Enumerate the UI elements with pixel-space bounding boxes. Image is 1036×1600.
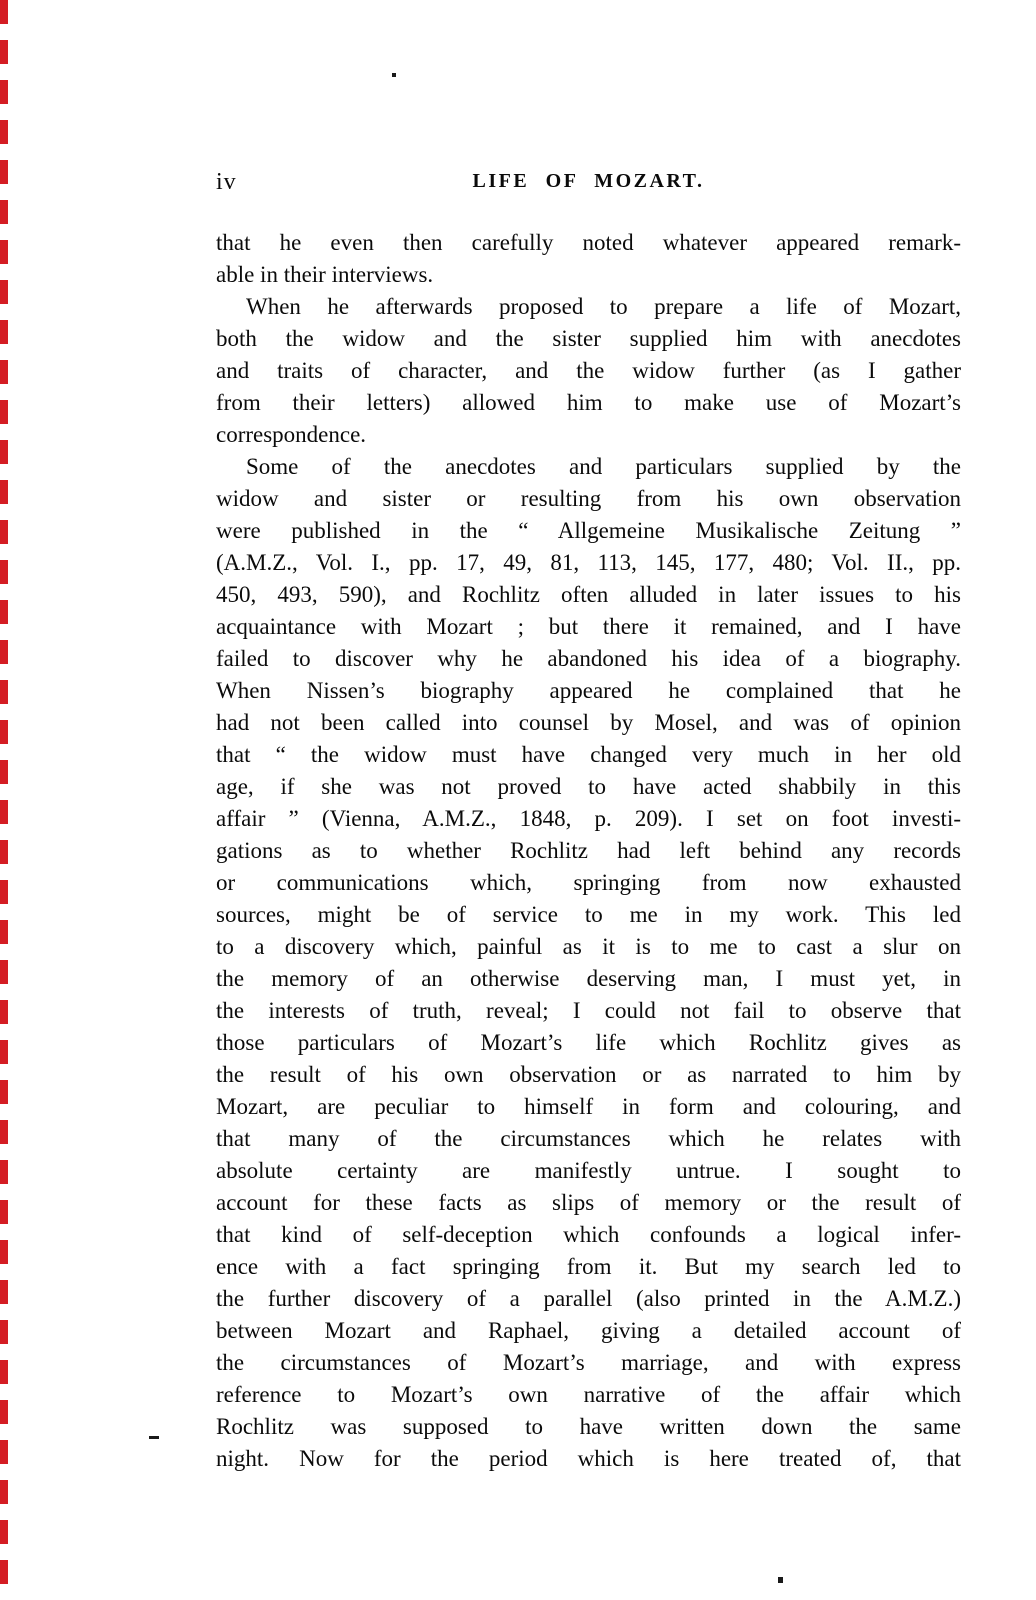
text-line: (A.M.Z., Vol. I., pp. 17, 49, 81, 113, 145, 177, 480; Vol. II., pp. — [216, 550, 961, 575]
text-line: from their letters) allowed him to make use of Mozart’s — [216, 390, 961, 415]
text-line: between Mozart and Raphael, giving a detailed account of — [216, 1318, 961, 1343]
text-line: Mozart, are peculiar to himself in form and colouring, and — [216, 1094, 961, 1119]
text-line: Rochlitz was supposed to have written down the same — [216, 1414, 961, 1439]
text-line: had not been called into counsel by Mosel, and was of opinion — [216, 710, 961, 735]
text-line: the memory of an otherwise deserving man, I must yet, in — [216, 966, 961, 991]
text-line: and traits of character, and the widow further (as I gather — [216, 358, 961, 383]
scan-speck — [392, 73, 396, 77]
text-line: sources, might be of service to me in my work. This led — [216, 902, 961, 927]
page-number: iv — [216, 169, 237, 195]
text-line: night. Now for the period which is here treated of, that — [216, 1446, 961, 1471]
running-title: LIFE OF MOZART. — [472, 170, 705, 192]
text-line: failed to discover why he abandoned his idea of a biography. — [216, 646, 961, 671]
text-line: account for these facts as slips of memory or the result of — [216, 1190, 961, 1215]
text-line: acquaintance with Mozart ; but there it remained, and I have — [216, 614, 961, 639]
text-line: ence with a fact springing from it. But my search led to — [216, 1254, 961, 1279]
text-line: those particulars of Mozart’s life which Rochlitz gives as — [216, 1030, 961, 1055]
text-line: 450, 493, 590), and Rochlitz often alluded in later issues to his — [216, 582, 961, 607]
scan-speck — [149, 1436, 159, 1439]
left-edge-red-binding-marks — [0, 0, 8, 1600]
text-line: or communications which, springing from now exhausted — [216, 870, 961, 895]
text-line: Some of the anecdotes and particulars supplied by the — [246, 454, 961, 479]
text-line: the result of his own observation or as narrated to him by — [216, 1062, 961, 1087]
text-line: widow and sister or resulting from his own observation — [216, 486, 961, 511]
page-body-text — [216, 227, 961, 1475]
text-line: to a discovery which, painful as it is to me to cast a slur on — [216, 934, 961, 959]
scan-speck — [778, 1577, 783, 1583]
text-line: reference to Mozart’s own narrative of the affair which — [216, 1382, 961, 1407]
text-line: affair ” (Vienna, A.M.Z., 1848, p. 209). I set on foot investi- — [216, 806, 961, 831]
text-line: that many of the circumstances which he relates with — [216, 1126, 961, 1151]
text-line: were published in the “ Allgemeine Musikalische Zeitung ” — [216, 518, 961, 543]
page-header — [216, 168, 961, 198]
text-line: the further discovery of a parallel (also printed in the A.M.Z.) — [216, 1286, 961, 1311]
text-line: able in their interviews. — [216, 262, 434, 287]
text-line: the interests of truth, reveal; I could not fail to observe that — [216, 998, 961, 1023]
text-line: that he even then carefully noted whatever appeared remark- — [216, 230, 961, 255]
text-line: that “ the widow must have changed very much in her old — [216, 742, 961, 767]
text-line: gations as to whether Rochlitz had left behind any records — [216, 838, 961, 863]
text-line: age, if she was not proved to have acted shabbily in this — [216, 774, 961, 799]
text-line: When he afterwards proposed to prepare a life of Mozart, — [246, 294, 961, 319]
text-line: that kind of self-deception which confounds a logical infer- — [216, 1222, 961, 1247]
text-line: correspondence. — [216, 422, 367, 447]
text-line: When Nissen’s biography appeared he complained that he — [216, 678, 961, 703]
text-line: both the widow and the sister supplied him with anecdotes — [216, 326, 961, 351]
text-line: absolute certainty are manifestly untrue. I sought to — [216, 1158, 961, 1183]
text-line: the circumstances of Mozart’s marriage, and with express — [216, 1350, 961, 1375]
